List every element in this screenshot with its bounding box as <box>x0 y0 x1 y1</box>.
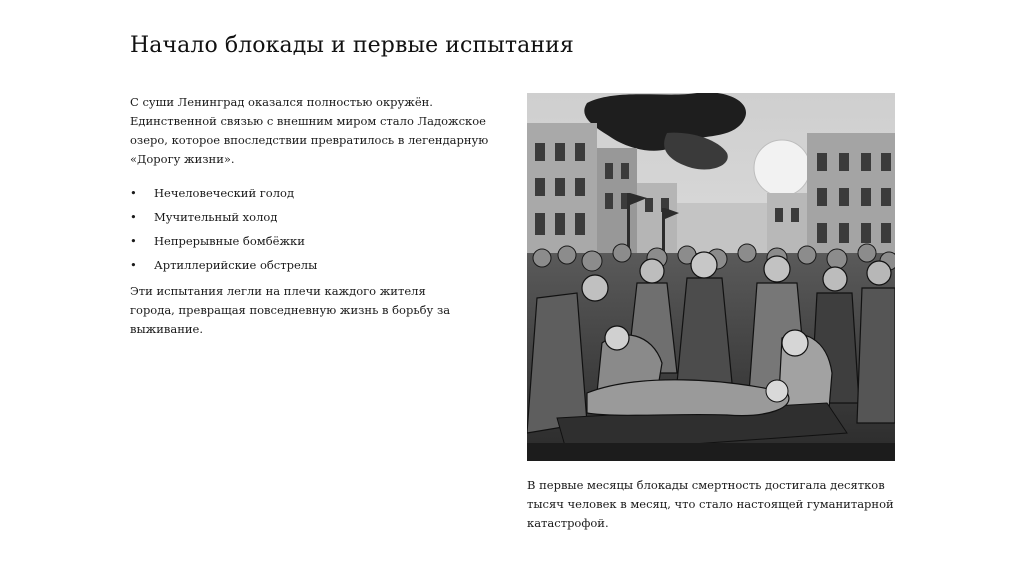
hardships-list <box>130 181 490 277</box>
list-item-text: Мучительный холод <box>154 210 278 224</box>
bullet-marker: • <box>130 186 137 200</box>
list-item-text: Непрерывные бомбёжки <box>154 234 305 248</box>
list-item-text: Нечеловеческий голод <box>154 186 295 200</box>
bullet-marker: • <box>130 210 137 224</box>
bullet-marker: • <box>130 234 137 248</box>
blockade-illustration <box>527 93 895 461</box>
intro-paragraph: С суши Ленинград оказался полностью окружён. Единственной связью с внешним миром стало Ладожское озеро, которое впоследствии превратилось в легендарную «Дорогу жизни». <box>130 95 489 166</box>
closing-paragraph: Эти испытания легли на плечи каждого жителя города, превращая повседневную жизнь в борьбу за выживание. <box>130 284 451 336</box>
bullet-marker: • <box>130 258 137 272</box>
list-item <box>130 181 490 205</box>
page-title: Начало блокады и первые испытания <box>130 33 574 58</box>
list-item-text: Артиллерийские обстрелы <box>154 258 318 272</box>
list-item <box>130 253 490 277</box>
list-item <box>130 205 490 229</box>
image-caption: В первые месяцы блокады смертность достигала десятков тысяч человек в месяц, что стало настоящей гуманитарной катастрофой. <box>527 478 894 530</box>
list-item <box>130 229 490 253</box>
